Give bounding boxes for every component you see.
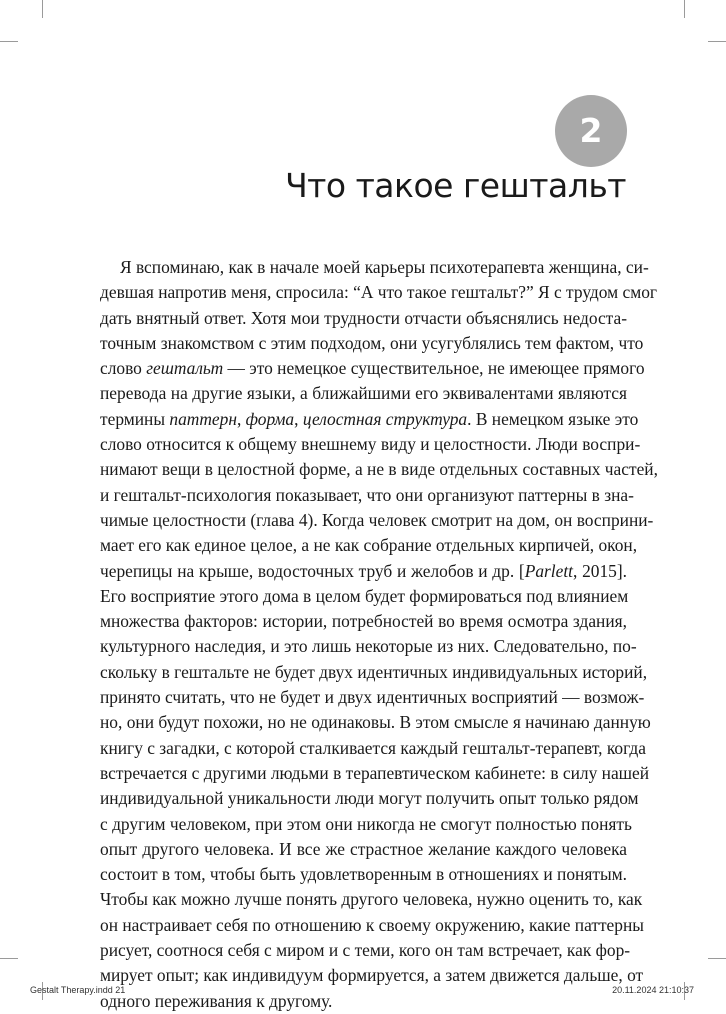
body-line: с другим человеком, при этом они никогда не смогут полностью понять xyxy=(100,813,632,834)
crop-mark-top-left xyxy=(42,0,43,18)
crop-mark-right-bottom xyxy=(708,958,726,959)
chapter-title: Что такое гештальт xyxy=(285,166,626,205)
body-line: принято считать, что не будет и двух идентичных восприятий — возмож- xyxy=(100,687,645,708)
body-line: одного переживания к другому. xyxy=(100,990,333,1011)
body-line: рисует, соотнося себя с миром и с теми, кого он там встречает, как фор- xyxy=(100,940,631,961)
crop-mark-right-top xyxy=(708,41,726,42)
body-line: слово гештальт — это немецкое существительное, не имеющее прямого xyxy=(100,358,645,379)
body-line: индивидуальной уникальности люди могут получить опыт только рядом xyxy=(100,788,639,809)
body-line: точным знакомством с этим подходом, они усугублялись тем фактом, что xyxy=(100,332,644,353)
footer-timestamp: 20.11.2024 21:10:37 xyxy=(612,985,694,995)
body-line: культурного наследия, и это лишь некоторые из них. Следовательно, по- xyxy=(100,636,637,657)
body-line: состоит в том, чтобы быть удовлетворенным в отношениях и понятым. xyxy=(100,864,627,885)
body-line: черепицы на крыше, водосточных труб и желобов и др. [Parlett, 2015]. xyxy=(100,560,627,581)
crop-mark-left-bottom xyxy=(0,958,18,959)
body-line: мирует опыт; как индивидуум формируется, а затем движется дальше, от xyxy=(100,965,644,986)
body-line: множества факторов: истории, потребностей во время осмотра здания, xyxy=(100,611,627,632)
body-line: термины паттерн, форма, целостная структура. В немецком языке это xyxy=(100,408,639,429)
body-line: встречается с другими людьми в терапевтическом кабинете: в силу нашей xyxy=(100,762,650,783)
body-line: и гештальт-психология показывает, что они организуют паттерны в зна- xyxy=(100,484,634,505)
crop-mark-left-top xyxy=(0,41,18,42)
body-line: чимые целостности (глава 4). Когда человек смотрит на дом, он восприни- xyxy=(100,509,654,530)
body-line: опыт другого человека. И все же страстное желание каждого человека xyxy=(100,838,627,859)
body-line: девшая напротив меня, спросила: “А что такое гештальт?” Я с трудом смог xyxy=(100,282,658,303)
body-line: но, они будут похожи, но не одинаковы. В этом смысле я начинаю данную xyxy=(100,712,651,733)
body-line: мает его как единое целое, а не как собрание отдельных кирпичей, окон, xyxy=(100,535,638,556)
crop-mark-top-right xyxy=(684,0,685,18)
body-line: дать внятный ответ. Хотя мои трудности отчасти объяснялись недоста- xyxy=(100,307,627,328)
body-line: книгу с загадки, с которой сталкивается каждый гештальт-терапевт, когда xyxy=(100,737,646,758)
body-line: Чтобы как можно лучше понять другого человека, нужно оценить то, как xyxy=(100,889,643,910)
body-line: он настраивает себя по отношению к своему окружению, какие паттерны xyxy=(100,914,644,935)
body-line: нимают вещи в целостной форме, а не в виде отдельных составных частей, xyxy=(100,459,658,480)
body-line: Его восприятие этого дома в целом будет формироваться под влиянием xyxy=(100,585,629,606)
chapter-number-badge: 2 xyxy=(555,95,627,167)
body-line: слово относится к общему внешнему виду и целостности. Люди воспри- xyxy=(100,434,641,455)
body-line: скольку в гештальте не будет двух идентичных индивидуальных историй, xyxy=(100,661,648,682)
body-line: перевода на другие языки, а ближайшими его эквивалентами являются xyxy=(100,383,627,404)
footer-file-info: Gestalt Therapy.indd 21 xyxy=(30,985,126,995)
body-line: Я вспоминаю, как в начале моей карьеры психотерапевта женщина, си- xyxy=(120,257,649,277)
